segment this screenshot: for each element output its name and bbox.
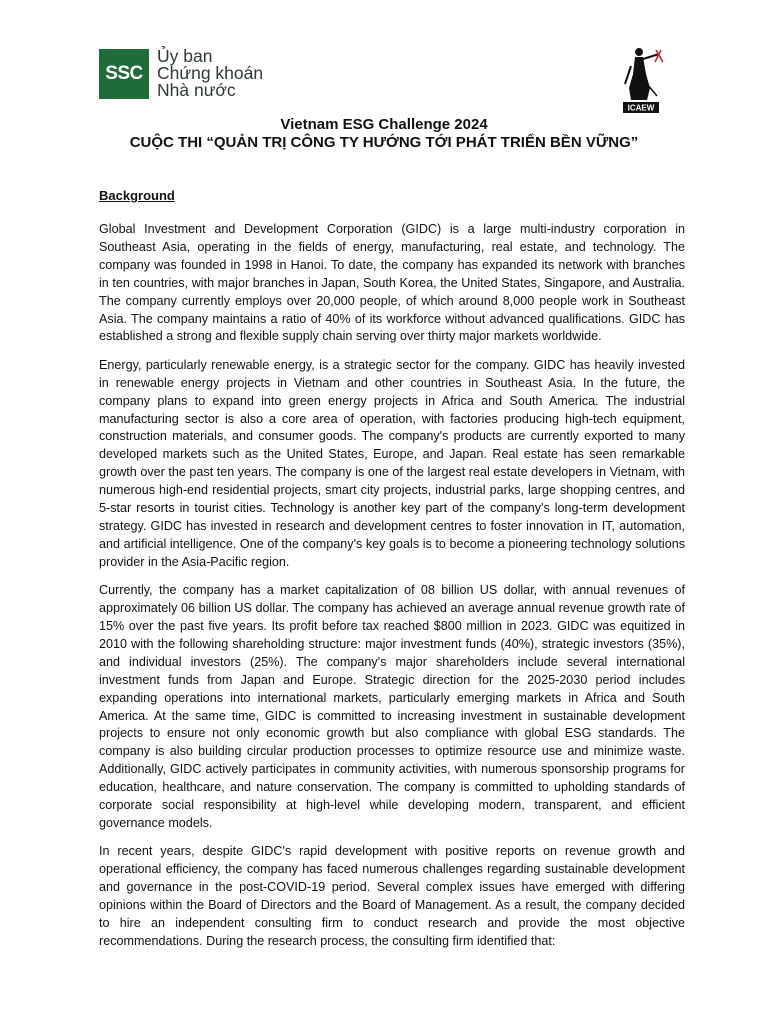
document-subtitle: CUỘC THI “QUẢN TRỊ CÔNG TY HƯỚNG TỚI PHÁT TRIỂN BỀN VỮNG”	[129, 134, 639, 151]
title-block	[0, 116, 768, 152]
icaew-logo-text: ICAEW	[627, 103, 655, 113]
section-heading: Background	[99, 188, 175, 203]
icaew-logo	[617, 44, 669, 114]
paragraph: Energy, particularly renewable energy, is a strategic sector for the company. GIDC has heavily invested in renewable energy projects in Vietnam and other countries in Southeast Asia. In the future, the company plans to expand into green energy projects in Africa and South America. The industrial manufacturing sector is also a core area of operation, with factories producing high-tech equipment, construction materials, and consumer goods. The company's products are currently exported to many developed markets such as the United States, Europe, and Japan. Real estate has seen remarkable growth over the past ten years. The company is one of the largest real estate developers in Vietnam, with numerous high-end residential projects, smart city projects, industrial parks, large shopping centres, and 5-star resorts in tourist cities. Technology is another key part of the company's long-term development strategy. GIDC has invested in research and development centres to foster innovation in IT, automation, and artificial intelligence. One of the company's key goals is to become a pioneering technology solutions provider in the Asia-Pacific region.	[99, 357, 685, 569]
ssc-name-line: Ủy ban	[157, 46, 213, 66]
ssc-logo	[99, 48, 263, 99]
paragraph: Currently, the company has a market capitalization of 08 billion US dollar, with annual revenues of approximately 06 billion US dollar. The company has achieved an average annual revenue growth rate of 15% over the past five years. Its profit before tax reached $800 million in 2023. GIDC was equitized in 2010 with the following shareholding structure: major investment funds (40%), strategic investors (35%), and individual investors (25%). The company's major shareholders include several international investment funds from Japan and Europe. Strategic direction for the 2025-2030 period includes expanding operations into international markets, particularly emerging markets in Africa and South America. At the same time, GIDC is committed to increasing investment in sustainable development projects to ensure not only economic growth but also compliance with global ESG standards. The company is also building circular production processes to optimize resource use and minimize waste. Additionally, GIDC actively participates in community activities, with numerous sponsorship programs for education, healthcare, and nature conservation. The company is committed to upholding standards of corporate social responsibility at high-level while developing modern, transparent, and efficient governance models.	[99, 583, 685, 830]
icaew-figure-icon	[625, 48, 663, 100]
section-body	[99, 221, 685, 961]
ssc-logo-mark: SSC	[99, 49, 149, 99]
paragraph: In recent years, despite GIDC's rapid development with positive reports on revenue growth and operational efficiency, the company has faced numerous challenges regarding sustainable development and governance in the post-COVID-19 period. Several complex issues have emerged with differing opinions within the Board of Directors and the Board of Management. As a result, the company decided to hire an independent consulting firm to conduct research and provide the most objective recommendations. During the research process, the consulting firm identified that:	[99, 844, 685, 948]
ssc-name-line: Chứng khoán	[157, 63, 264, 83]
document-title: Vietnam ESG Challenge 2024	[280, 116, 488, 133]
ssc-name	[157, 48, 263, 99]
paragraph: Global Investment and Development Corporation (GIDC) is a large multi-industry corporation in Southeast Asia, operating in the fields of energy, manufacturing, real estate, and technology. The company was founded in 1998 in Hanoi. To date, the company has expanded its network with branches in ten countries, with major branches in Japan, South Korea, the United States, Singapore, and Australia. The company currently employs over 20,000 people, of which around 8,000 people work in Southeast Asia. The company maintains a ratio of 40% of its workforce without advanced qualifications. GIDC has established a strong and flexible supply chain serving over thirty major markets worldwide.	[99, 222, 685, 344]
ssc-name-line: Nhà nước	[157, 80, 236, 100]
